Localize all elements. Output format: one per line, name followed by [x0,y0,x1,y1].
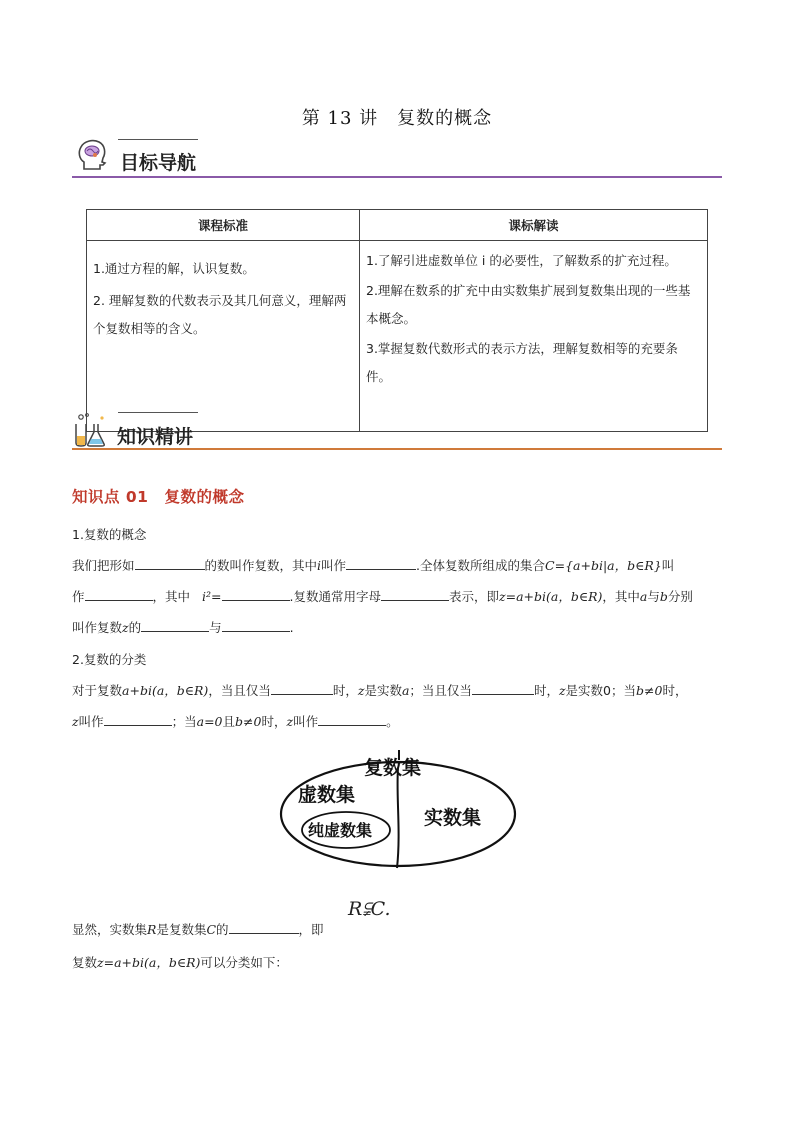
math: z [357,683,365,698]
text: 叫作 [293,714,319,729]
text: 与 [209,620,222,635]
fill-blank [85,586,153,601]
math: z [286,714,294,729]
section-divider [72,448,722,450]
heading-concept: 1.复数的概念 [72,527,147,542]
text: 分别 [667,589,693,604]
table-cell-standards [87,241,360,432]
text: ；当且仅当 [409,683,472,698]
fill-blank [222,586,290,601]
text: 叫 [661,558,675,573]
math: a+bi(a，b∈R) [122,683,209,698]
interpretation-item: 3.掌握复数代数形式的表示方法，理解复数相等的充要条件。 [366,341,678,384]
section-short-rule [118,412,198,413]
paragraph-line [72,581,722,612]
text: 时， [332,683,358,698]
text: 复数 [72,955,98,970]
knowledge-point-title: 知识点 01 复数的概念 [72,488,245,506]
text: 。 [386,714,399,729]
standard-item: 1.通过方程的解，认识复数。 [93,261,255,276]
text: 显然，实数集 [72,922,148,937]
fill-blank [472,680,534,695]
text: .全体复数所组成的集合 [416,558,546,573]
fill-blank [318,711,386,726]
section-label-knowledge: 知识精讲 [117,426,194,448]
text: 的 [216,922,229,937]
paragraph-line [72,947,722,978]
text: .复数通常用字母 [289,589,381,604]
math: b≠0 [636,683,663,698]
label-real-set: 实数集 [424,807,482,829]
text: 我们把形如 [72,558,135,573]
math: a=0 [196,714,223,729]
paragraph-line [72,550,722,581]
section-divider [72,176,722,178]
math: z [122,620,129,635]
text: . [289,620,294,635]
text: 的数叫作复数，其中 [204,558,318,573]
standards-table [86,209,708,432]
math: z=a+bi(a，b∈R) [97,955,201,970]
text: 时， [261,714,287,729]
paragraph-line [72,706,722,737]
math: b [659,589,668,604]
math: z=a+bi(a，b∈R) [499,589,603,604]
interpretation-item: 1.了解引进虚数单位 i 的必要性，了解数系的扩充过程。 [366,253,677,268]
brain-head-icon [74,137,110,173]
fill-blank [135,555,205,570]
math: C [206,922,217,937]
fill-blank [229,919,299,934]
math: a [401,683,410,698]
text: 叫作 [321,558,347,573]
text: 时， [533,683,559,698]
page-title: 第 13 讲 复数的概念 [301,108,493,129]
fill-blank [346,555,416,570]
fill-blank [381,586,449,601]
text: ，其中 [602,589,640,604]
text: 叫作 [78,714,104,729]
math: a [639,589,648,604]
flask-icon [72,412,108,448]
text: ；当 [171,714,197,729]
interpretation-item: 2.理解在数系的扩充中由实数集扩展到复数集出现的一些基本概念。 [366,283,691,326]
text: 作 [72,589,85,604]
text: 是复数集 [156,922,207,937]
heading-classification: 2.复数的分类 [72,652,147,667]
text: ，即 [298,922,324,937]
text: 且 [222,714,236,729]
fill-blank [271,680,333,695]
text: ，当且仅当 [208,683,271,698]
math: z [72,714,79,729]
table-cell-interpretation [360,241,708,432]
math: b≠0 [235,714,262,729]
paragraph-line [72,675,722,706]
fill-blank [141,617,209,632]
label-complex-set: 复数集 [364,757,422,779]
section-label-goals: 目标导航 [120,152,197,174]
paragraph-line [72,612,722,643]
text: 可以分类如下： [200,955,288,970]
label-pure-imaginary-set: 纯虚数集 [308,821,373,840]
complex-set-diagram [278,746,518,874]
section-short-rule [118,139,198,140]
text: ，其中 [152,589,191,604]
subset-relation: R⫋C. [348,898,391,920]
table-header: 课标解读 [360,210,708,241]
text: 的 [128,620,142,635]
text: 叫作复数 [72,620,123,635]
math: i²= [202,589,222,604]
math: R [147,922,157,937]
fill-blank [104,711,172,726]
math: i [317,558,322,573]
math: C={a+bi|a，b∈R} [545,558,662,573]
standard-item: 2. 理解复数的代数表示及其几何意义，理解两个复数相等的含义。 [93,293,347,336]
text: 时， [662,683,688,698]
paragraph-line [72,914,722,945]
text: 是实数0；当 [565,683,636,698]
text: 表示，即 [449,589,500,604]
table-header: 课程标准 [87,210,360,241]
fill-blank [222,617,290,632]
text: 与 [647,589,660,604]
text: 是实数 [364,683,402,698]
label-imaginary-set: 虚数集 [298,784,356,806]
text: 对于复数 [72,683,123,698]
math: z [558,683,566,698]
